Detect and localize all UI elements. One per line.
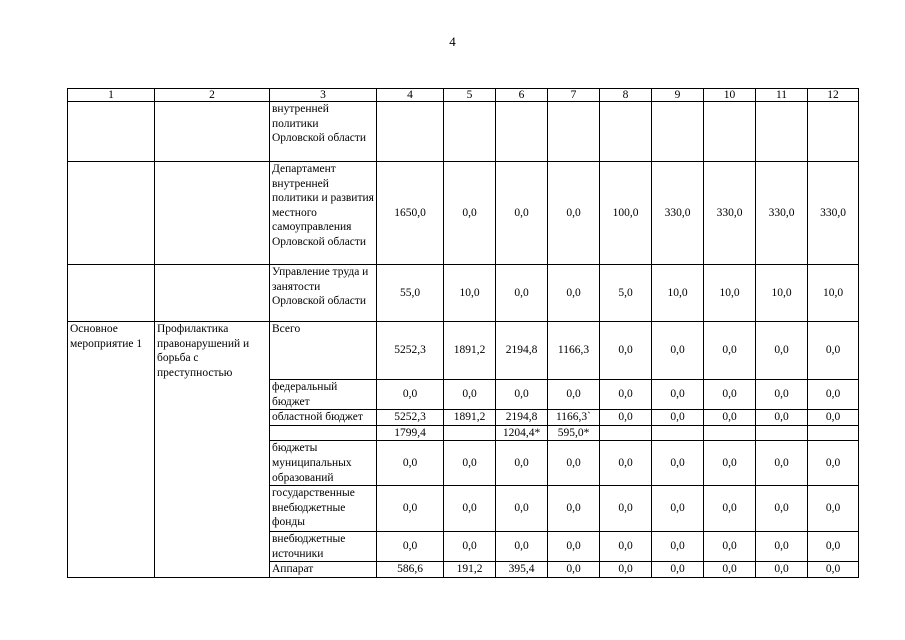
- value-cell: [444, 102, 496, 162]
- value-cell: [600, 102, 652, 162]
- value-cell: 0,0: [704, 410, 756, 426]
- budget-table: [67, 88, 859, 578]
- activity-name-cell: Основное мероприятие 1: [68, 322, 155, 578]
- value-cell: 0,0: [756, 486, 808, 532]
- value-cell: 0,0: [704, 532, 756, 562]
- value-cell: 1166,3: [548, 322, 600, 380]
- column-header: 4: [377, 89, 444, 102]
- column-header: 1: [68, 89, 155, 102]
- value-cell: 1799,4: [377, 425, 444, 441]
- value-cell: [548, 102, 600, 162]
- value-cell: 0,0: [600, 562, 652, 578]
- value-cell: 0,0: [704, 441, 756, 486]
- table-row: [68, 265, 859, 322]
- value-cell: 0,0: [704, 486, 756, 532]
- column-header: 10: [704, 89, 756, 102]
- value-cell: 5252,3: [377, 410, 444, 426]
- value-cell: 0,0: [377, 486, 444, 532]
- value-cell: 595,0*: [548, 425, 600, 441]
- value-cell: 0,0: [652, 486, 704, 532]
- value-cell: 0,0: [600, 486, 652, 532]
- value-cell: [496, 102, 548, 162]
- value-cell: 0,0: [496, 441, 548, 486]
- value-cell: 0,0: [548, 486, 600, 532]
- value-cell: [808, 102, 859, 162]
- header-row: [68, 89, 859, 102]
- value-cell: 0,0: [704, 380, 756, 410]
- value-cell: 55,0: [377, 265, 444, 322]
- value-cell: 0,0: [600, 441, 652, 486]
- value-cell: [808, 425, 859, 441]
- column-header: 6: [496, 89, 548, 102]
- value-cell: 0,0: [444, 532, 496, 562]
- value-cell: 0,0: [652, 441, 704, 486]
- value-cell: 330,0: [652, 162, 704, 265]
- value-cell: 330,0: [704, 162, 756, 265]
- value-cell: 10,0: [756, 265, 808, 322]
- cell-col1: [68, 162, 155, 265]
- value-cell: 0,0: [548, 380, 600, 410]
- value-cell: 0,0: [444, 380, 496, 410]
- value-cell: 0,0: [548, 562, 600, 578]
- table-row: [68, 162, 859, 265]
- table-row: [68, 322, 859, 380]
- value-cell: 0,0: [496, 532, 548, 562]
- value-cell: [756, 425, 808, 441]
- value-cell: 10,0: [652, 265, 704, 322]
- value-cell: 0,0: [704, 562, 756, 578]
- value-cell: 0,0: [756, 410, 808, 426]
- value-cell: 5252,3: [377, 322, 444, 380]
- value-cell: 0,0: [808, 486, 859, 532]
- value-cell: 330,0: [756, 162, 808, 265]
- value-cell: [652, 102, 704, 162]
- value-cell: 100,0: [600, 162, 652, 265]
- column-header: 3: [270, 89, 377, 102]
- funding-source-cell: внебюджетные источники: [270, 532, 377, 562]
- value-cell: 2194,8: [496, 322, 548, 380]
- value-cell: 0,0: [548, 441, 600, 486]
- value-cell: [444, 425, 496, 441]
- value-cell: [704, 425, 756, 441]
- value-cell: 0,0: [496, 486, 548, 532]
- value-cell: 0,0: [496, 162, 548, 265]
- value-cell: 0,0: [652, 532, 704, 562]
- column-header: 5: [444, 89, 496, 102]
- value-cell: 0,0: [548, 532, 600, 562]
- column-header: 11: [756, 89, 808, 102]
- value-cell: 0,0: [756, 322, 808, 380]
- value-cell: 0,0: [808, 380, 859, 410]
- value-cell: [600, 425, 652, 441]
- funding-source-cell: областной бюджет: [270, 410, 377, 426]
- cell-col2: [155, 102, 270, 162]
- value-cell: 395,4: [496, 562, 548, 578]
- value-cell: 191,2: [444, 562, 496, 578]
- value-cell: [377, 102, 444, 162]
- value-cell: 0,0: [704, 322, 756, 380]
- cell-col1: [68, 265, 155, 322]
- column-header: 7: [548, 89, 600, 102]
- value-cell: 586,6: [377, 562, 444, 578]
- funding-source-cell: Департамент внутренней политики и развития местного самоуправления Орловской области: [270, 162, 377, 265]
- table-row: [68, 102, 859, 162]
- value-cell: 0,0: [756, 562, 808, 578]
- funding-source-cell: [270, 425, 377, 441]
- value-cell: 0,0: [652, 380, 704, 410]
- activity-description-cell: Профилактика правонарушений и борьба с преступностью: [155, 322, 270, 578]
- value-cell: 0,0: [548, 265, 600, 322]
- value-cell: 0,0: [496, 265, 548, 322]
- value-cell: 0,0: [808, 562, 859, 578]
- value-cell: 0,0: [808, 441, 859, 486]
- value-cell: 2194,8: [496, 410, 548, 426]
- value-cell: 1650,0: [377, 162, 444, 265]
- value-cell: 0,0: [444, 162, 496, 265]
- value-cell: 0,0: [600, 322, 652, 380]
- value-cell: 0,0: [377, 532, 444, 562]
- value-cell: 0,0: [600, 532, 652, 562]
- value-cell: 0,0: [652, 562, 704, 578]
- value-cell: 0,0: [756, 441, 808, 486]
- value-cell: 0,0: [808, 532, 859, 562]
- value-cell: 1166,3`: [548, 410, 600, 426]
- value-cell: 1204,4*: [496, 425, 548, 441]
- value-cell: 1891,2: [444, 322, 496, 380]
- value-cell: 0,0: [600, 410, 652, 426]
- funding-source-cell: государственные внебюджетные фонды: [270, 486, 377, 532]
- page-number: 4: [449, 34, 456, 49]
- value-cell: 0,0: [808, 410, 859, 426]
- value-cell: 0,0: [652, 410, 704, 426]
- value-cell: 0,0: [808, 322, 859, 380]
- funding-source-cell: Аппарат: [270, 562, 377, 578]
- value-cell: [704, 102, 756, 162]
- value-cell: 0,0: [496, 380, 548, 410]
- cell-col1: [68, 102, 155, 162]
- value-cell: 0,0: [600, 380, 652, 410]
- funding-source-cell: Всего: [270, 322, 377, 380]
- value-cell: 0,0: [756, 380, 808, 410]
- value-cell: 0,0: [444, 486, 496, 532]
- value-cell: 0,0: [377, 441, 444, 486]
- column-header: 2: [155, 89, 270, 102]
- column-header: 9: [652, 89, 704, 102]
- value-cell: 0,0: [756, 532, 808, 562]
- value-cell: 10,0: [704, 265, 756, 322]
- value-cell: 1891,2: [444, 410, 496, 426]
- value-cell: 0,0: [652, 322, 704, 380]
- cell-col2: [155, 162, 270, 265]
- value-cell: 0,0: [548, 162, 600, 265]
- value-cell: 0,0: [444, 441, 496, 486]
- value-cell: [756, 102, 808, 162]
- funding-source-cell: федеральный бюджет: [270, 380, 377, 410]
- funding-source-cell: Управление труда и занятости Орловской области: [270, 265, 377, 322]
- value-cell: [652, 425, 704, 441]
- cell-col2: [155, 265, 270, 322]
- column-header: 8: [600, 89, 652, 102]
- value-cell: 10,0: [444, 265, 496, 322]
- funding-source-cell: бюджеты муниципальных образований: [270, 441, 377, 486]
- value-cell: 5,0: [600, 265, 652, 322]
- column-header: 12: [808, 89, 859, 102]
- value-cell: 0,0: [377, 380, 444, 410]
- funding-source-cell: внутренней политики Орловской области: [270, 102, 377, 162]
- value-cell: 330,0: [808, 162, 859, 265]
- value-cell: 10,0: [808, 265, 859, 322]
